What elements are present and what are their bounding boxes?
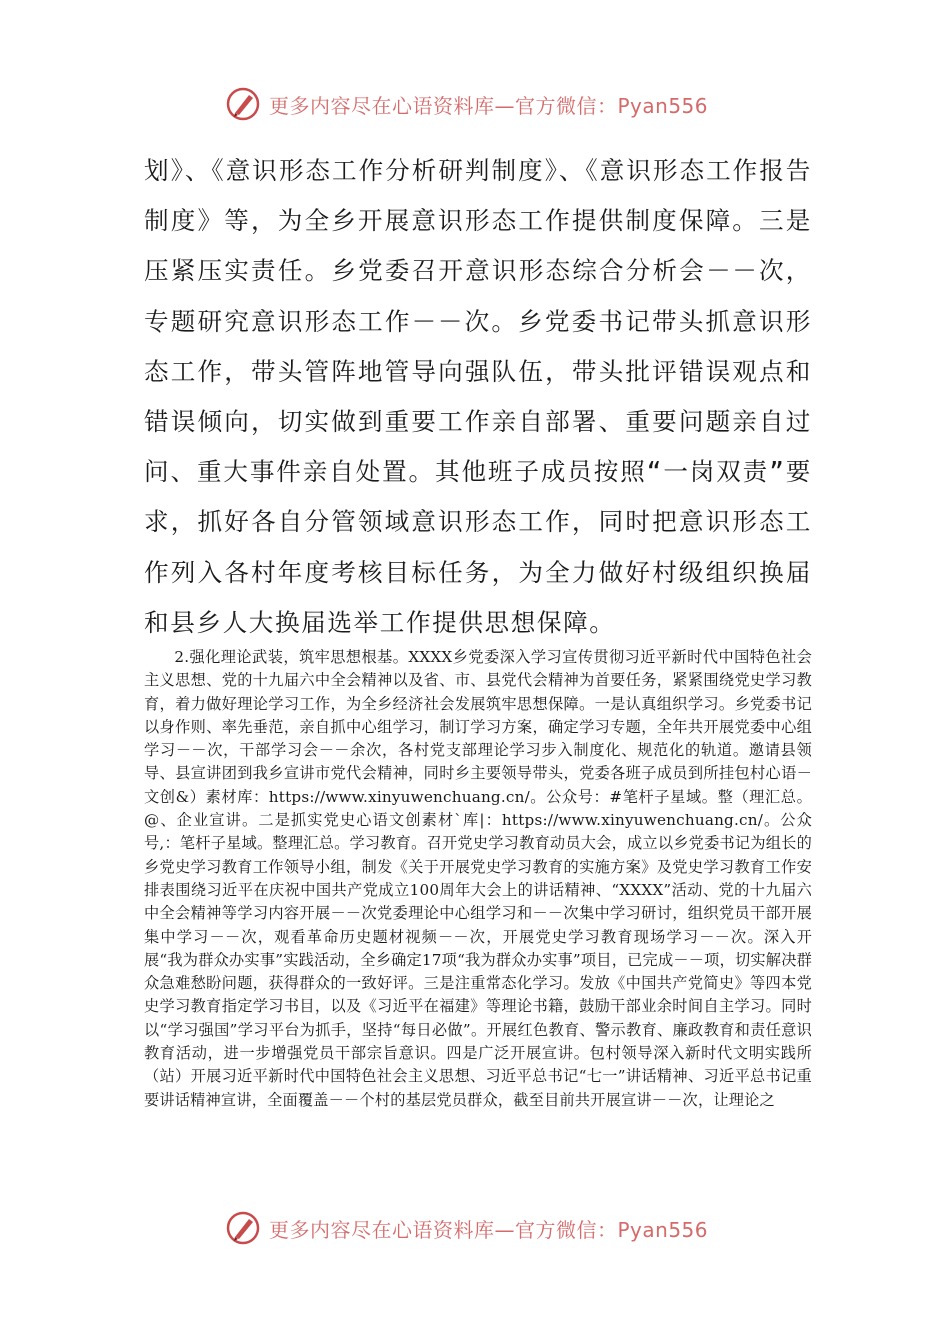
body-large-text <box>144 146 812 648</box>
footer-banner <box>225 1208 745 1248</box>
banner-text: 更多内容尽在心语资料库—官方微信：Pyan556 <box>269 93 709 118</box>
paragraph: 2.强化理论武装，筑牢思想根基。XXXX乡党委深入学习宣传贯彻习近平新时代中国特色社会主义思想、党的十九届六中全会精神以及省、市、县党代会精神为首要任务，紧紧围绕党史学习教育，着力做好理论学习工作，为全乡经济社会发展筑牢思想保障。一是认真组织学习。乡党委书记以身作则、率先垂范，亲自抓中心组学习，制订学习方案，确定学习专题，全年共开展党委中心组学习－－次，干部学习会－－余次，各村党支部理论学习步入制度化、规范化的轨道。邀请县领导、县宣讲团到我乡宣讲市党代会精神，同时乡主要领导带头，党委各班子成员到所挂包村心语－文创&）素材库：https://www.xinyuwenchuang.cn/。公众号：#笔杆子星域。整（理汇总。@、企业宣讲。二是抓实党史心语文创素材`库|：https://www.xinyuwenchuang.cn/。公众号,：笔杆子星域。整理汇总。学习教育。召开党史学习教育动员大会，成立以乡党委书记为组长的乡党史学习教育工作领导小组，制发《关于开展党史学习教育的实施方案》及党史学习教育工作安排表围绕习近平在庆祝中国共产党成立100周年大会上的讲话精神、“XXXX”活动、党的十九届六中全会精神等学习内容开展－－次党委理论中心组学习和－－次集中学习研讨，组织党员干部开展集中学习－－次，观看革命历史题材视频－－次，开展党史学习教育现场学习－－次。深入开展“我为群众办实事”实践活动，全乡确定17项“我为群众办实事”项目，已完成－－项，切实解决群众急难愁盼问题，获得群众的一致好评。三是注重常态化学习。发放《中国共产党简史》等四本党史学习教育指定学习书目，以及《习近平在福建》等理论书籍，鼓励干部业余时间自主学习。同时以“学习强国”学习平台为抓手，坚持“每日必做”。开展红色教育、警示教育、廉政教育和责任意识教育活动，进一步增强党员干部宗旨意识。四是广泛开展宣讲。包村领导深入新时代文明实践所（站）开展习近平新时代中国特色社会主义思想、习近平总书记“七一”讲话精神、习近平总书记重要讲话精神宣讲，全面覆盖－－个村的基层党员群众，截至目前共开展宣讲－－次，让理论之 <box>144 648 812 1109</box>
body-small-text <box>144 646 812 1112</box>
header-banner <box>225 84 745 124</box>
pen-logo-icon <box>225 86 261 122</box>
paragraph: 划》、《意识形态工作分析研判制度》、《意识形态工作报告制度》等，为全乡开展意识形态工作提供制度保障。三是压紧压实责任。乡党委召开意识形态综合分析会－－次，专题研究意识形态工作－－次。乡党委书记带头抓意识形态工作，带头管阵地管导向强队伍，带头批评错误观点和错误倾向，切实做到重要工作亲自部署、重要问题亲自过问、重大事件亲自处置。其他班子成员按照“一岗双责”要求，抓好各自分管领域意识形态工作，同时把意识形态工作列入各村年度考核目标任务，为全力做好村级组织换届和县乡人大换届选举工作提供思想保障。 <box>144 156 812 637</box>
pen-logo-icon <box>225 1210 261 1246</box>
banner-text: 更多内容尽在心语资料库—官方微信：Pyan556 <box>269 1217 709 1242</box>
